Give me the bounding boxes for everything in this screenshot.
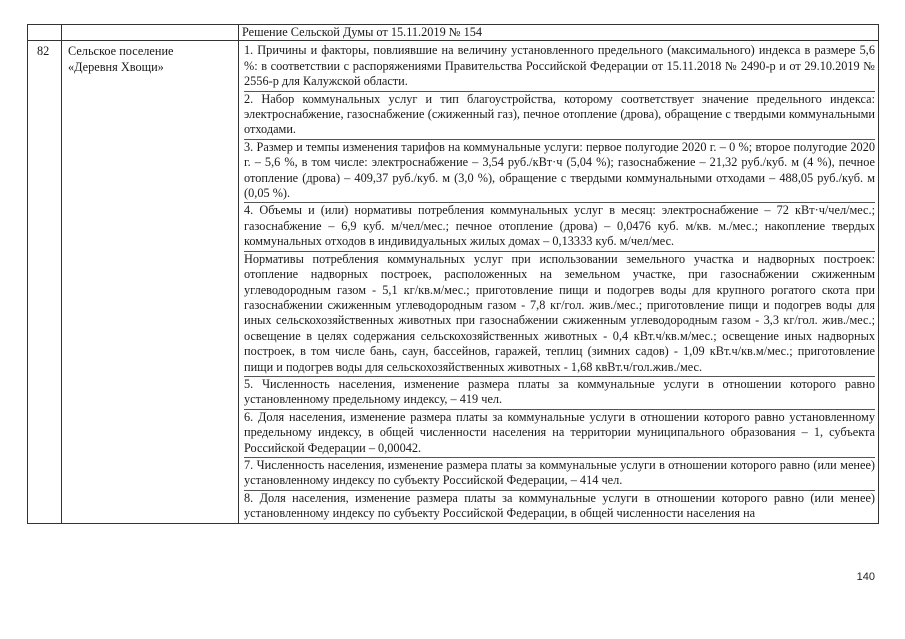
header-cell-settlement (62, 25, 239, 41)
paragraph-population-count: 5. Численность населения, изменение размера платы за коммунальные услуги в отношении которого равно установленному предельному индексу, – 419 чел. (244, 377, 875, 410)
settlement-name-line1: Сельское поселение (68, 44, 174, 59)
settlement-name (62, 41, 239, 523)
paragraph-population-share: 6. Доля населения, изменение размера платы за коммунальные услуги в отношении которого равно установленному предельному индексу, в общей численности населения на территории муниципального образования – 1, субъекта Российской Федерации – 0,00042. (244, 410, 875, 458)
table-row (28, 41, 879, 523)
paragraph-tariff-rates: 3. Размер и темпы изменения тарифов на коммунальные услуги: первое полугодие 2020 г. – 0 %; второе полугодие 2020 г. – 5,6 %, в том числе: электроснабжение – 3,54 руб./кВт·ч (5,04 %); газоснабжение – 21,32 руб./куб. м (4 %), печное отопление (дрова) – 409,37 руб./куб. м (3,0 %), обращение с твердыми коммунальными отходами – 488,05 руб./куб. м (0,05 %). (244, 140, 875, 204)
decision-reference: Решение Сельской Думы от 15.11.2019 № 154 (239, 25, 879, 41)
settlement-name-line2: «Деревня Хвощи» (68, 59, 164, 74)
paragraph-population-share-subject: 8. Доля населения, изменение размера платы за коммунальные услуги в отношении которого равно (или менее) установленному индексу по субъекту Российской Федерации, в общей численности населения на (244, 490, 875, 521)
header-cell-number (28, 25, 62, 41)
tariff-table (27, 24, 879, 524)
table-header-row (28, 25, 879, 41)
paragraph-consumption-volumes: 4. Объемы и (или) нормативы потребления коммунальных услуг в месяц: электроснабжение – 72 кВт·ч/чел/мес.; газоснабжение – 6,9 куб. м/чел/мес.; печное отопление (дрова) – 0,0476 куб. м/кв. м./мес.; накопление твердых коммунальных отходов в индивидуальных жилых домах – 0,13333 куб. м/чел/мес. (244, 203, 875, 251)
row-content (239, 41, 879, 523)
paragraph-causes: 1. Причины и факторы, повлиявшие на величину установленного предельного (максимального) индекса в размере 5,6 %: в соответствии с распоряжениями Правительства Российской Федерации от 15.11.2018 № 2490-р и от 29.10.2019 № 2556-р для Калужской области. (244, 41, 875, 91)
paragraph-land-plot-norms: Нормативы потребления коммунальных услуг при использовании земельного участка и надворных построек: отопление надворных построек, расположенных на земельном участке, при газоснабжении сжиженным углеводородным газом - 5,1 кг/кв.м/мес.; приготовление пищи и подогрев воды для крупного рогатого скота при газоснабжении сжиженным углеводородным газом - 7,8 кг/гол. жив./мес.; приготовление пищи и подогрев воды для иных сельскохозяйственных животных при газоснабжении сжиженным углеводородным газом - 3,3 кг/гол. жив./мес.; освещение в целях содержания сельскохозяйственных животных - 0,4 кВт.ч/кв.м/мес.; освещение иных надворных построек, в том числе бань, саун, бассейнов, гаражей, теплиц (зимних садов) - 1,09 кВт.ч/кв.м/мес.; приготовление пищи и подогрев воды для сельскохозяйственных животных - 1,68 квВт.ч/гол.жив./мес. (244, 252, 875, 377)
paragraph-services-set: 2. Набор коммунальных услуг и тип благоустройства, которому соответствует значение предельного индекса: электроснабжение, газоснабжение (сжиженный газ), печное отопление (дрова), обращение с твердыми коммунальными отходами. (244, 92, 875, 140)
paragraph-population-count-subject: 7. Численность населения, изменение размера платы за коммунальные услуги в отношении которого равно (или менее) установленному индексу по субъекту Российской Федерации, – 414 чел. (244, 458, 875, 491)
page-number: 140 (856, 571, 875, 583)
row-number: 82 (28, 41, 62, 523)
